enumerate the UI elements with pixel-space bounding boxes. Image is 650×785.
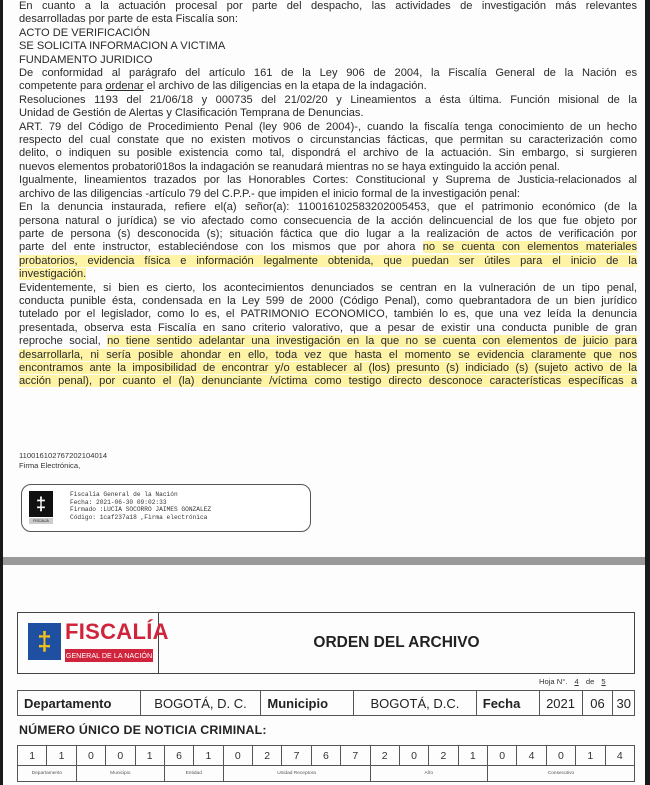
text-line xyxy=(19,295,637,308)
stamp-line-code: Código: 1caf237a18 ,Firma electrónica xyxy=(70,513,208,521)
highlighted-text: encontramos ante la imposibilidad de encontrar y/o establecer al (los) presunto (s) indiciado (s) (sujeto activo de la xyxy=(19,361,637,374)
line-text: Evidentemente, si bien es cierto, los acontecimientos denunciados se centran en la vulneración de un tipo penal, xyxy=(19,281,637,294)
fecha-day: 30 xyxy=(613,691,635,716)
fiscalia-stamp-logo-icon: ‡ FISCALÍA xyxy=(29,491,53,525)
text-line xyxy=(19,13,637,26)
highlighted-text: no tiene sentido adelantar una investigación en la que no se cuenta con elementos de juicio para xyxy=(107,335,637,348)
highlighted-text: desarrollarla, ni sería posible ahondar en ello, toda vez que hasta el momento se evidencia claramente que nos xyxy=(19,348,637,361)
line-text: Igualmente, lineamientos trazados por las Honorables Cortes: Constitucional y Suprema de Justicia-relacionados al xyxy=(19,174,637,187)
text-line xyxy=(19,107,637,120)
noticia-group-label: Unidad Receptora xyxy=(223,766,370,782)
line-text: tutelado por el legislador, como lo es, el PATRIMONIO ECONOMICO, también lo es, que una vez leída la denuncia xyxy=(19,308,637,321)
text-line xyxy=(19,161,637,174)
fiscalia-logo xyxy=(18,613,169,673)
brand-name: FISCALÍA xyxy=(65,619,169,644)
line-text: ART. 79 del Código de Procedimiento Penal (ley 906 de 2004)-, cuando la fiscalía tenga conocimiento de un hecho xyxy=(19,120,637,133)
line-text: conducta punible ésta, condensada en la Ley 599 de 2000 (Código Penal), como quebrantadora de un bien jurídico xyxy=(19,294,637,307)
page-separator xyxy=(3,557,645,565)
hoja-de: de xyxy=(585,677,595,686)
noticia-digit: 7 xyxy=(282,746,311,766)
text-line xyxy=(19,94,637,107)
noticia-digit: 0 xyxy=(76,746,105,766)
text-line xyxy=(19,268,637,281)
line-text: parte de persona (s) desconocida (s); situación fáctica que dio lugar a la realización de actos de verificación por xyxy=(19,227,637,240)
line-text: SE SOLICITA INFORMACION A VICTIMA xyxy=(19,40,226,53)
noticia-group-label: Municipio xyxy=(76,766,164,782)
text-line xyxy=(19,0,637,13)
form-title: ORDEN DEL ARCHIVO xyxy=(313,634,480,651)
noticia-digits-row xyxy=(18,746,635,766)
fecha-month: 06 xyxy=(582,691,613,716)
noticia-code-table xyxy=(17,745,635,782)
line-text: nuevos elementos probatori018os la indagación se reanudará mientras no se haya extinguido la acción penal. xyxy=(19,160,560,173)
noticia-digit: 1 xyxy=(458,746,487,766)
text-line xyxy=(19,188,637,201)
municipio-label: Municipio xyxy=(261,691,354,716)
stamp-text xyxy=(70,491,211,521)
highlighted-text: no se cuenta con elementos materiales xyxy=(422,241,637,254)
noticia-title: NÚMERO ÚNICO DE NOTICIA CRIMINAL: xyxy=(19,723,267,737)
text-line xyxy=(19,174,637,187)
highlighted-text: probatorios, evidencia física e información legalmente obtenida, que puedan ser útiles para el inicio de la xyxy=(19,254,637,267)
signature-number: 110016102767202104014 xyxy=(19,451,108,460)
noticia-digit: 1 xyxy=(47,746,76,766)
highlighted-text: investigación. xyxy=(19,268,87,281)
stamp-line-date: Fecha: 2021-06-30 09:02:33 xyxy=(70,498,167,506)
noticia-digit: 1 xyxy=(135,746,164,766)
fecha-year: 2021 xyxy=(539,691,582,716)
line-text: En cuanto a la actuación procesal por parte del despacho, las actividades de investigación más relevantes xyxy=(19,0,637,12)
line-text: Resoluciones 1193 del 21/06/18 y 000735 del 21/02/20 y Lineamientos a ésta última. Función misional de la xyxy=(19,93,637,106)
departamento-value: BOGOTÁ, D. C. xyxy=(140,691,261,716)
noticia-digit: 2 xyxy=(370,746,399,766)
noticia-digit: 0 xyxy=(546,746,575,766)
text-line xyxy=(19,228,637,241)
noticia-digit: 2 xyxy=(253,746,282,766)
line-text: Unidad de Gestión de Alertas y Clasificación Temprana de Denuncias. xyxy=(19,107,364,120)
noticia-group-label: Entidad xyxy=(164,766,223,782)
underlined-text: ordenar xyxy=(105,80,144,93)
noticia-digit: 6 xyxy=(164,746,193,766)
noticia-digit: 7 xyxy=(341,746,370,766)
line-text: FUNDAMENTO JURIDICO xyxy=(19,53,153,66)
fecha-label: Fecha xyxy=(476,691,539,716)
municipio-value: BOGOTÁ, D.C. xyxy=(354,691,477,716)
line-text: reproche social, xyxy=(19,335,108,348)
noticia-digit: 6 xyxy=(311,746,340,766)
noticia-group-label: Consecutivo xyxy=(488,766,635,782)
stamp-line-signer: Firmado :LUCIA SOCORRO JAIMES GONZALEZ xyxy=(70,506,212,514)
text-line xyxy=(19,308,637,321)
line-text: competente para xyxy=(19,80,106,93)
noticia-digit: 4 xyxy=(517,746,546,766)
page-counter xyxy=(539,677,611,686)
brand-subtitle: GENERAL DE LA NACIÓN xyxy=(65,651,153,660)
electronic-signature-stamp xyxy=(21,484,311,532)
line-text: el archivo de las diligencias en la etapa de la indagación. xyxy=(143,80,427,93)
text-line xyxy=(19,241,637,254)
noticia-groups-row xyxy=(18,766,635,782)
page1-body-text xyxy=(19,0,637,389)
text-line xyxy=(19,322,637,335)
noticia-group-label: Departamento xyxy=(18,766,77,782)
hoja-label: Hoja N°. xyxy=(539,677,568,686)
fiscalia-shield-icon: ‡ xyxy=(28,623,61,660)
signature-block xyxy=(19,451,107,471)
text-line xyxy=(19,349,637,362)
hoja-number: 4 xyxy=(574,677,579,686)
line-text: delito, o indiquen su posible existencia como tal, dispondrá el archivo de la actuación. Sin embargo, si surgieren xyxy=(19,147,637,160)
highlighted-text: acción penal), por cuanto el (la) denunciante /víctima como testigo directo desconoce características específicas a xyxy=(19,375,637,388)
text-line xyxy=(19,121,637,134)
line-text: ACTO DE VERIFICACIÓN xyxy=(19,26,151,39)
line-text: En la denuncia instaurada, refiere el(a) señor(a): 110016102583202005453, que el patrimonio económico (de la xyxy=(19,201,637,214)
line-text: presentada, observa esta Fiscalía en sano criterio valorativo, que a pesar de existir una conducta punible de gran xyxy=(19,321,637,334)
noticia-digit: 2 xyxy=(429,746,458,766)
text-line xyxy=(19,40,637,53)
text-line xyxy=(19,215,637,228)
text-line xyxy=(19,255,637,268)
hoja-total: 5 xyxy=(601,677,606,686)
text-line xyxy=(19,27,637,40)
text-line xyxy=(19,362,637,375)
document-page xyxy=(3,0,645,785)
line-text: desarrolladas por parte de esta Fiscalía son: xyxy=(19,13,238,26)
noticia-digit: 4 xyxy=(605,746,635,766)
text-line xyxy=(19,54,637,67)
text-line xyxy=(19,134,637,147)
noticia-digit: 0 xyxy=(399,746,428,766)
line-text: persona natural o jurídica) se vio afectado como consecuencia de la acción delincuencial de los que fue objeto por xyxy=(19,214,637,227)
text-line xyxy=(19,282,637,295)
noticia-group-label: Año xyxy=(370,766,488,782)
form-header xyxy=(17,612,635,674)
noticia-digit: 1 xyxy=(18,746,47,766)
location-date-table xyxy=(17,690,635,716)
line-text: archivo de las diligencias -artículo 79 del C.P.P.- que impiden el inicio formal de la investigación penal: xyxy=(19,187,520,200)
text-line xyxy=(19,147,637,160)
noticia-digit: 0 xyxy=(488,746,517,766)
text-line xyxy=(19,80,637,93)
stamp-logo-caption: FISCALÍA xyxy=(29,518,53,524)
line-text: De conformidad al parágrafo del artículo 161 de la Ley 906 de 2004, la Fiscalía General de la Nación es xyxy=(19,67,637,80)
noticia-digit: 0 xyxy=(106,746,135,766)
text-line xyxy=(19,201,637,214)
stamp-line-entity: Fiscalía General de la Nación xyxy=(70,491,178,498)
line-text: parte del ente instructor, estableciéndose con los mismos que por ahora xyxy=(19,241,423,254)
noticia-digit: 1 xyxy=(194,746,223,766)
noticia-digit: 0 xyxy=(223,746,252,766)
signature-label: Firma Electrónica, xyxy=(19,461,81,470)
noticia-digit: 1 xyxy=(576,746,605,766)
line-text: respecto del cual constate que no existen motivos o circunstancias fácticas, que permitan su caracterización como xyxy=(19,134,637,147)
text-line xyxy=(19,335,637,348)
text-line xyxy=(19,67,637,80)
text-line xyxy=(19,375,637,388)
departamento-label: Departamento xyxy=(18,691,141,716)
